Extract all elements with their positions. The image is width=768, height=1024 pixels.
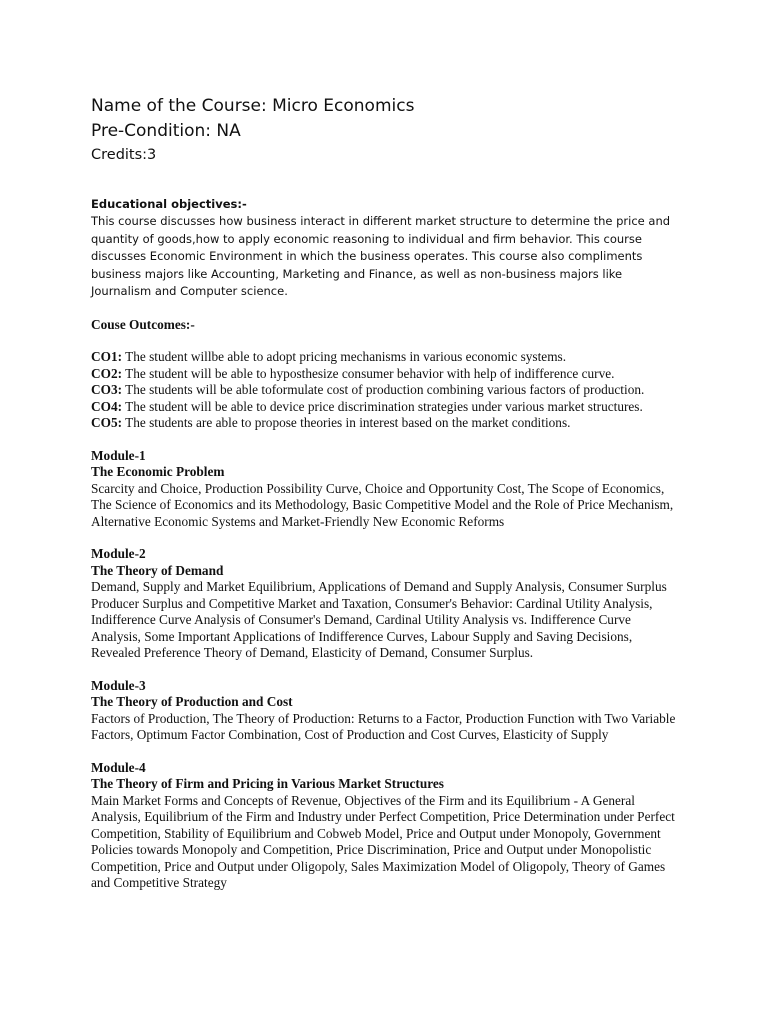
- module-label: Module-2: [91, 546, 146, 561]
- outcomes-heading: Couse Outcomes:-: [91, 316, 195, 332]
- outcome-text: The students are able to propose theories in interest based on the market conditions.: [122, 415, 571, 430]
- module-title: The Theory of Production and Cost: [91, 694, 293, 709]
- outcome-item: [91, 415, 681, 432]
- objectives-text: This course discusses how business interact in different market structure to determine the price and quantity of goods,how to apply economic reasoning to individual and firm behavior. This course discusses Economic Environment in which the business operates. This course also compliments business majors like Accounting, Marketing and Finance, as well as non-business majors like Journalism and Computer science.: [91, 214, 671, 298]
- module-body: Demand, Supply and Market Equilibrium, Applications of Demand and Supply Analysis, Consumer Surplus Producer Surplus and Competitive Market and Taxation, Consumer's Behavior: Cardinal Utility Analysis, Indifference Curve Analysis of Consumer's Demand, Cardinal Utility Analysis vs. Indifference Curve Analysis, Some Important Applications of Indifference Curves, Labour Supply and Saving Decisions, Revealed Preference Theory of Demand, Elasticity of Demand, Consumer Surplus.: [91, 579, 667, 660]
- module-4: [91, 760, 681, 892]
- module-body: Main Market Forms and Concepts of Revenue, Objectives of the Firm and its Equilibrium - A General Analysis, Equilibrium of the Firm and Industry under Perfect Competition, Price Determination under Perfect Competition, Stability of Equilibrium and Cobweb Model, Price and Output under Monopoly, Government Policies towards Monopoly and Competition, Price Discrimination, Price and Output under Monopolistic Competition, Price and Output under Oligopoly, Sales Maximization Model of Oligopoly, Theory of Games and Competitive Strategy: [91, 792, 675, 890]
- module-1: [91, 448, 681, 531]
- module-label: Module-1: [91, 447, 146, 463]
- credits: Credits:3: [91, 147, 157, 163]
- module-title: The Theory of Firm and Pricing in Various Market Structures: [91, 776, 444, 791]
- outcome-text: The student will be able to device price discrimination strategies under various market structures.: [122, 398, 643, 414]
- module-body: Factors of Production, The Theory of Production: Returns to a Factor, Production Function with Two Variable Factors, Optimum Factor Combination, Cost of Production and Cost Curves, Elasticity of Supply: [91, 710, 676, 742]
- module-2: [91, 546, 681, 662]
- module-body: Scarcity and Choice, Production Possibility Curve, Choice and Opportunity Cost, The Scope of Economics, The Science of Economics and its Methodology, Basic Competitive Model and the Role of Price Mechanism, Alternative Economic Systems and Market-Friendly New Economic Reforms: [91, 480, 674, 529]
- module-label: Module-4: [91, 759, 146, 775]
- objectives-heading: Educational objectives:-: [91, 197, 247, 211]
- outcome-text: The students will be able toformulate cost of production combining various factors of production.: [122, 382, 645, 397]
- module-label: Module-3: [91, 677, 146, 693]
- course-name: Name of the Course: Micro Economics: [91, 96, 415, 116]
- outcome-label: CO4:: [91, 398, 123, 414]
- outcome-item: [91, 366, 681, 383]
- outcome-label: CO5:: [91, 415, 123, 430]
- pre-condition: Pre-Condition: NA: [91, 121, 241, 141]
- outcome-text: The student will be able to hyposthesize consumer behavior with help of indifference curve.: [122, 365, 615, 381]
- module-3: [91, 678, 681, 744]
- outcome-item: [91, 349, 681, 366]
- outcome-item: [91, 382, 681, 399]
- outcome-label: CO1:: [91, 349, 123, 364]
- document-content: [91, 94, 681, 892]
- outcomes-list: [91, 349, 681, 432]
- outcome-text: The student willbe able to adopt pricing mechanisms in various economic systems.: [122, 349, 567, 364]
- outcome-label: CO3:: [91, 382, 123, 397]
- outcome-item: [91, 399, 681, 416]
- outcome-label: CO2:: [91, 365, 123, 381]
- module-title: The Theory of Demand: [91, 562, 224, 578]
- module-title: The Economic Problem: [91, 464, 225, 479]
